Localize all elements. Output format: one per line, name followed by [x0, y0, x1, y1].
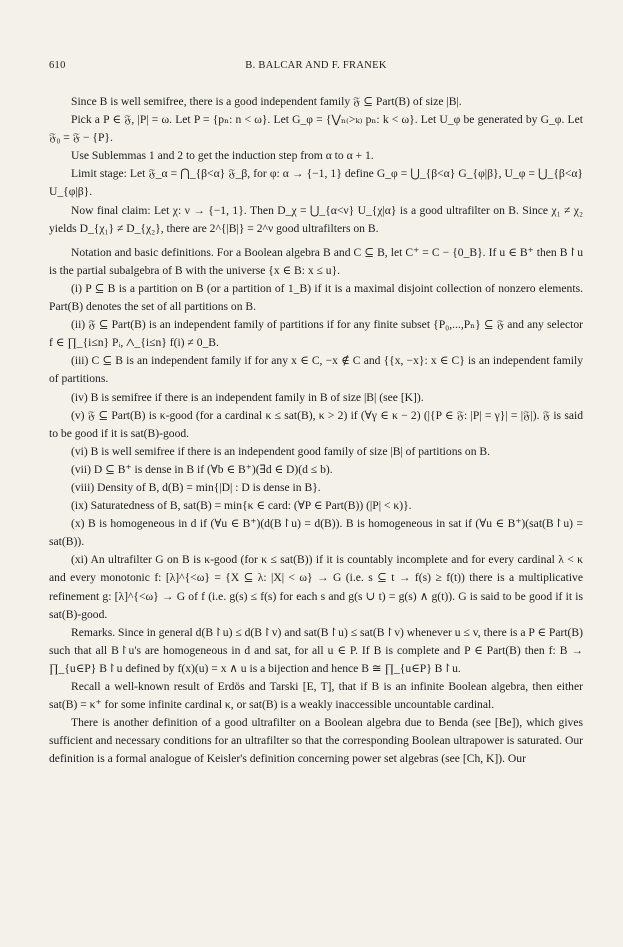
- definition-vii: (vii) D ⊆ B⁺ is dense in B if (∀b ∈ B⁺)(∃d ∈ D)(d ≤ b).: [71, 462, 333, 476]
- definition-i: (i) P ⊆ B is a partition on B (or a partition of 1_B) if it is a maximal disjoint collection of nonzero elements. Part(B) denotes the set of all partitions on B.: [49, 281, 583, 314]
- definition-ii: (ii) 𝔉 ⊆ Part(B) is an independent family of partitions if for any finite subset {P₀,...,Pₙ} ⊆ 𝔉 and any selector f ∈ ∏_{i≤n} Pᵢ, ⋀_{i≤n} f(i) ≠ 0_B.: [49, 318, 583, 350]
- paragraph: Limit stage: Let 𝔉_α = ⋂_{β<α} 𝔉_β, for φ: α → {−1, 1} define G_φ = ⋃_{β<α} G_{φ|β}, U_φ = ⋃_{β<α} U_{φ|β}.: [49, 167, 583, 199]
- section-3-paragraph: Notation and basic definitions. For a Boolean algebra B and C ⊆ B, let C⁺ = C − {0_B}. If u ∈ B⁺ then B↾u is the partial subalgebra of B with the universe {x ∈ B: x ≤ u}.: [49, 245, 583, 277]
- paragraph: Recall a well-known result of Erdös and Tarski [E, T], that if B is an infinite Boolean algebra, then either sat(B) = κ⁺ for some infinite cardinal κ, or sat(B) is a weakly inaccessible uncountable cardinal.: [49, 680, 583, 712]
- definition-viii: (viii) Density of B, d(B) = min{|D| : D is dense in B}.: [71, 480, 321, 494]
- definition-ix: (ix) Saturatedness of B, sat(B) = min{κ ∈ card: (∀P ∈ Part(B)) (|P| < κ)}.: [71, 499, 412, 513]
- paragraph: Use Sublemmas 1 and 2 to get the induction step from α to α + 1.: [71, 149, 374, 163]
- definition-iv: (iv) B is semifree if there is an independent family in B of size |B| (see [K]).: [71, 390, 424, 404]
- definition-xi: (xi) An ultrafilter G on B is κ-good (for κ ≤ sat(B)) if it is countably incomplete and for every cardinal λ < κ and every monotonic f: [λ]^{<ω} = {X ⊆ λ: |X| < ω} → G (i.e. s ⊆ t → f(s) ≥ f(t)) there is a multiplicative refinement g: [λ]^{<ω} → G of f (i.e. g(s) ≤ f(s) for each s and g(s ∪ t) = g(s) ∧ g(t)). G is said to be good if it is sat(B)-good.: [49, 553, 583, 621]
- remarks-paragraph: Remarks. Since in general d(B↾u) ≤ d(B↾v) and sat(B↾u) ≤ sat(B↾v) whenever u ≤ v, there is a P ∈ Part(B) such that all B↾u's are homogeneous in d and sat, for all u ∈ P. If B is complete and P ∈ Part(B) then f: B → ∏_{u∈P} B↾u defined by f(x)(u) = x ∧ u is a bijection and hence B ≅ ∏_{u∈P} B↾u.: [49, 625, 583, 675]
- definition-x: (x) B is homogeneous in d if (∀u ∈ B⁺)(d(B↾u) = d(B)). B is homogeneous in sat if (∀u ∈ B⁺)(sat(B↾u) = sat(B)).: [49, 517, 583, 549]
- running-head-authors: B. BALCAR AND F. FRANEK: [245, 60, 387, 71]
- definition-v: (v) 𝔉 ⊆ Part(B) is κ-good (for a cardinal κ ≤ sat(B), κ > 2) if (∀γ ∈ κ − 2) (|{P ∈ 𝔉: |P| = γ}| = |𝔉|). 𝔉 is said to be good if it is sat(B)-good.: [49, 408, 583, 440]
- definition-iii: (iii) C ⊆ B is an independent family if for any x ∈ C, −x ∉ C and {{x, −x}: x ∈ C} is an independent family of partitions.: [49, 354, 583, 386]
- running-head: [49, 60, 583, 78]
- definition-vi: (vi) B is well semifree if there is an independent good family of size |B| of partitions on B.: [71, 444, 491, 458]
- paragraph: There is another definition of a good ultrafilter on a Boolean algebra due to Benda (see [Be]), which gives sufficient and necessary conditions for an ultrafilter so that the corresponding Boolean ultrapower is saturated. Our definition is a formal analogue of Keisler's definition concerning power set algebras (see [Ch, K]). Our: [49, 716, 583, 766]
- paragraph: Pick a P ∈ 𝔉, |P| = ω. Let P = {pₙ: n < ω}. Let G_φ = {⋁ₙ₍>ₖ₎ pₙ: k < ω}. Let U_φ be generated by G_φ. Let 𝔉₀ = 𝔉 − {P}.: [49, 113, 583, 145]
- page-number: 610: [49, 60, 66, 71]
- paragraph: Since B is well semifree, there is a good independent family 𝔉 ⊆ Part(B) of size |B|.: [71, 95, 462, 108]
- body-text: [49, 93, 583, 768]
- paragraph: Now final claim: Let χ: ν → {−1, 1}. Then D_χ = ⋃_{α<ν} U_{χ|α} is a good ultrafilter on B. Since χ₁ ≠ χ₂ yields D_{χ₁} ≠ D_{χ₂}, there are 2^{|B|} = 2^ν good ultrafilters on B.: [49, 203, 583, 235]
